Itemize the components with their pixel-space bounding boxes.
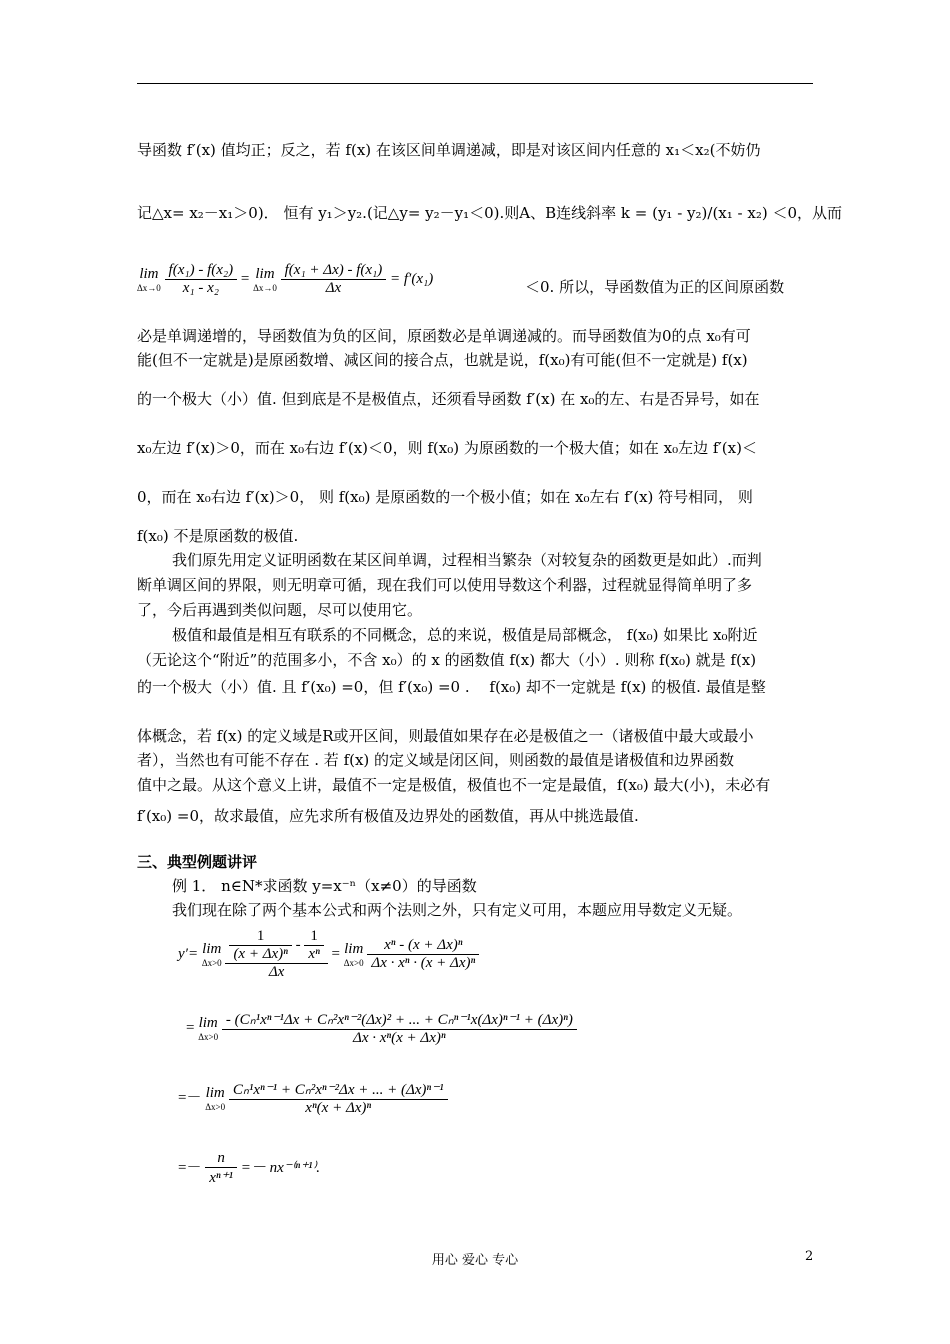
section-heading: 三、典型例题讲评 (137, 853, 258, 871)
derivation-step-4: =－ $\frac{n}{\text{xⁿ⁺¹}}$ =－ nx⁻⁽ⁿ⁺¹⁾. (178, 1150, 320, 1186)
limit-operator: lim Δx→0 (253, 266, 277, 293)
limit-operator: lim Δx>0 (343, 941, 364, 968)
fraction: $\frac{\text{f(x₁ + Δx) - f(x₁)}}{\Delta x}$ (281, 262, 387, 297)
paragraph-line: 我们原先用定义证明函数在某区间单调，过程相当繁杂（对较复杂的函数更是如此）.而判 (172, 551, 762, 569)
fraction: $\frac{\text{- (Cₙ¹xⁿ⁻¹Δx + Cₙ²xⁿ⁻²(Δx)² + ... + Cₙⁿ⁻¹x(Δx)ⁿ⁻¹ + (Δx)ⁿ)}}{\text{Δx · xⁿ(x + Δx)ⁿ}}$ (222, 1010, 577, 1047)
page-number: 2 (805, 1249, 814, 1264)
paragraph-line: 必是单调递增的，导函数值为负的区间，原函数必是单调递减的。而导函数值为0的点 x₀有可 (137, 327, 751, 345)
paragraph-line: 0，而在 x₀右边 f′(x)＞0， 则 f(x₀) 是原函数的一个极小值；如在 x₀左右 f′(x) 符号相同， 则 (137, 488, 753, 506)
page-footer: 用心 爱心 专心 (431, 1253, 519, 1268)
paragraph-line: 我们现在除了两个基本公式和两个法则之外，只有定义可用，本题应用导数定义无疑。 (172, 901, 743, 919)
paragraph-line: f′(x₀) =0，故求最值，应先求所有极值及边界处的函数值，再从中挑选最值. (137, 807, 639, 825)
paragraph-line: f(x₀) 不是原函数的极值. (137, 527, 299, 545)
fraction: $\frac{1}{\text{(x + Δx)ⁿ}}$ - $\frac{1}{\text{xⁿ}}$ Δx (225, 928, 327, 981)
limit-equation: lim Δx→0 $\frac{\text{f(x₁) - f(x₂)}}{\text{x₁ - x₂}}$ = lim Δx→0 $\frac{\text{f(x₁ + Δx) - f(x₁)}}{\Delta x}$ = f′(x₁) (137, 262, 434, 296)
paragraph-line: 者），当然也有可能不存在 . 若 f(x) 的定义域是闭区间，则函数的最值是诸极值和边界函数 (137, 751, 735, 769)
paragraph-line: 值中之最。从这个意义上讲，最值不一定是极值，极值也不一定是最值，f(x₀) 最大(小)，未必有 (137, 776, 771, 794)
fraction: $\frac{\text{Cₙ¹xⁿ⁻¹ + Cₙ²xⁿ⁻²Δx + ... + (Δx)ⁿ⁻¹}}{\text{xⁿ(x + Δx)ⁿ}}$ (229, 1080, 448, 1117)
paragraph-line: 极值和最值是相互有联系的不同概念，总的来说，极值是局部概念， f(x₀) 如果比 x₀附近 (172, 626, 758, 644)
fraction: $\frac{\text{f(x₁) - f(x₂)}}{\text{x₁ - x₂}}$ (165, 262, 238, 297)
paragraph-line: 记△x= x₂－x₁＞0)． 恒有 y₁＞y₂.(记△y= y₂－y₁＜0).则A、B连线斜率 k = (y₁ - y₂)/(x₁ - x₂) ＜0，从而 (137, 204, 843, 222)
fraction: $\frac{n}{\text{xⁿ⁺¹}}$ (205, 1150, 237, 1187)
paragraph-line: 体概念，若 f(x) 的定义域是R或开区间，则最值如果存在必是极值之一（诸极值中最大或最小 (137, 727, 754, 745)
limit-operator: lim Δx>0 (205, 1085, 226, 1112)
paragraph-line: x₀左边 f′(x)＞0，而在 x₀右边 f′(x)＜0，则 f(x₀) 为原函数的一个极大值；如在 x₀左边 f′(x)＜ (137, 439, 757, 457)
paragraph-line: ＜0. 所以，导函数值为正的区间原函数 (525, 278, 785, 296)
header-rule (137, 83, 813, 84)
paragraph-line: 能(但不一定就是)是原函数增、减区间的接合点，也就是说，f(x₀)有可能(但不一定就是) f(x) (137, 351, 748, 369)
derivation-step-2: = lim Δx>0 $\frac{\text{- (Cₙ¹xⁿ⁻¹Δx + Cₙ²xⁿ⁻²(Δx)² + ... + Cₙⁿ⁻¹x(Δx)ⁿ⁻¹ + (Δx)ⁿ)}}{\text{Δx · xⁿ(x + Δx)ⁿ}}$ (186, 1010, 577, 1047)
paragraph-line: 断单调区间的界限，则无明章可循，现在我们可以使用导数这个利器，过程就显得简单明了多 (137, 576, 753, 594)
derivation-step-1: y′= lim Δx>0 $\frac{1}{\text{(x + Δx)ⁿ}}$ - $\frac{1}{\text{xⁿ}}$ Δx = lim Δx>0 $\frac{\text{xⁿ - (x + Δx)ⁿ}}{\text{Δx · xⁿ · (x + Δx)ⁿ}}$ (178, 928, 479, 981)
limit-operator: lim Δx>0 (201, 941, 222, 968)
derivation-step-3: =－ lim Δx>0 $\frac{\text{Cₙ¹xⁿ⁻¹ + Cₙ²xⁿ⁻²Δx + ... + (Δx)ⁿ⁻¹}}{\text{xⁿ(x + Δx)ⁿ}}$ (178, 1080, 448, 1117)
fraction: $\frac{\text{xⁿ - (x + Δx)ⁿ}}{\text{Δx · xⁿ · (x + Δx)ⁿ}}$ (367, 937, 479, 972)
example-title: 例 1． n∈N*求函数 y=x⁻ⁿ（x≠0）的导函数 (172, 877, 477, 895)
limit-operator: lim Δx→0 (137, 266, 161, 293)
paragraph-line: 导函数 f′(x) 值均正；反之，若 f(x) 在该区间单调递减，即是对该区间内任意的 x₁＜x₂(不妨仍 (137, 141, 761, 159)
paragraph-line: 的一个极大（小）值. 但到底是不是极值点，还须看导函数 f′(x) 在 x₀的左、右是否异号，如在 (137, 390, 760, 408)
paragraph-line: 的一个极大（小）值. 且 f′(x₀) =0，但 f′(x₀) =0 . f(x₀) 却不一定就是 f(x) 的极值. 最值是整 (137, 678, 766, 696)
paragraph-line: （无论这个“附近”的范围多小，不含 x₀）的 x 的函数值 f(x) 都大（小）. 则称 f(x₀) 就是 f(x) (137, 651, 757, 669)
paragraph-line: 了，今后再遇到类似问题，尽可以使用它。 (137, 601, 423, 619)
limit-operator: lim Δx>0 (198, 1015, 219, 1042)
